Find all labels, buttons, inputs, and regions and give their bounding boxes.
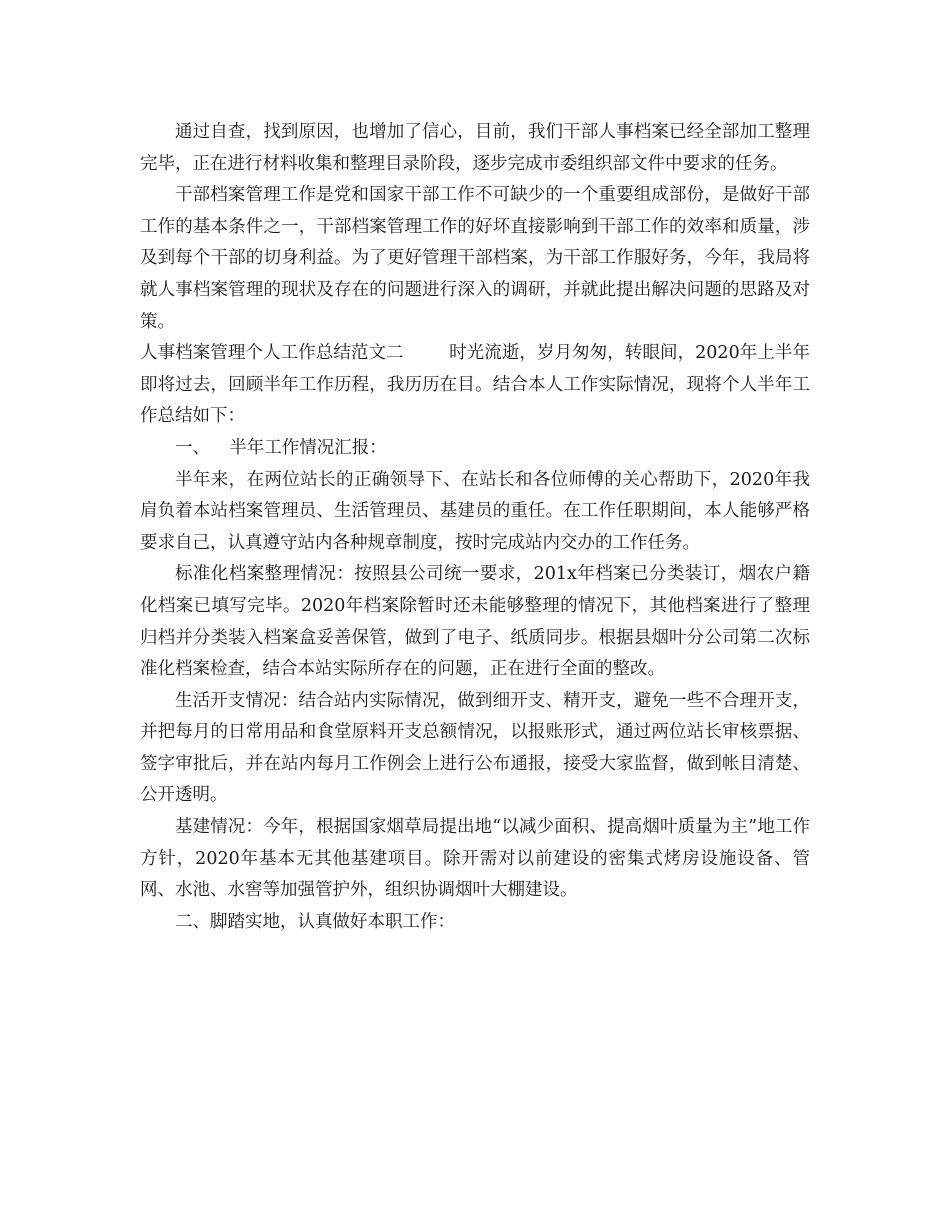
section-1-number: 一、: [175, 437, 210, 458]
paragraph-living-expenses: 生活开支情况：结合站内实际情况，做到细开支、精开支，避免一些不合理开支，并把每月的日常用品和食堂原料开支总额情况，以报账形式，通过两位站长审核票据、签字审批后，并在站内每月工作例会上进行公布通报，接受大家监督，做到帐目清楚、公开透明。: [140, 690, 810, 806]
paragraph-self-check: 通过自查，找到原因，也增加了信心，目前，我们干部人事档案已经全部加工整理完毕，正在进行材料收集和整理目录阶段，逐步完成市委组织部文件中要求的任务。: [140, 122, 810, 174]
inline-intro-text: 时光流逝，岁月匆匆，转眼间，2020年上半年即将过去，回顾半年工作历程，我历历在目。结合本人工作实际情况，现将个人半年工作总结如下：: [140, 343, 810, 427]
paragraph-half-year: 半年来，在两位站长的正确领导下、在站长和各位师傅的关心帮助下，2020年我肩负着本站档案管理员、生活管理员、基建员的重任。在工作任职期间，本人能够严格要求自己，认真遵守站内各种规章制度，按时完成站内交办的工作任务。: [140, 469, 810, 553]
inline-document-title: 人事档案管理个人工作总结范文二: [140, 343, 404, 364]
paragraph-archive-standard: 标准化档案整理情况：按照县公司统一要求，201x年档案已分类装订，烟农户籍化档案已填写完毕。2020年档案除暂时还未能够整理的情况下，其他档案进行了整理归档并分类装入档案盒妥善保管，做到了电子、纸质同步。根据县烟叶分公司第二次标准化档案检查，结合本站实际所存在的问题，正在进行全面的整改。: [140, 564, 810, 680]
document-body: [140, 117, 810, 938]
paragraph-infrastructure: 基建情况：今年，根据国家烟草局提出地“以减少面积、提高烟叶质量为主”地工作方针，2020年基本无其他基建项目。除开需对以前建设的密集式烤房设施设备、管网、水池、水窖等加强管护外，组织协调烟叶大棚建设。: [140, 817, 810, 901]
paragraph-archive-importance: 干部档案管理工作是党和国家干部工作不可缺少的一个重要组成部份，是做好干部工作的基本条件之一，干部档案管理工作的好坏直接影响到干部工作的效率和质量，涉及到每个干部的切身利益。为了更好管理干部档案，为干部工作服好务，今年，我局将就人事档案管理的现状及存在的问题进行深入的调研，并就此提出解决问题的思路及对策。: [140, 185, 810, 332]
section-heading-1: [140, 433, 810, 465]
paragraph-summary-intro: [140, 338, 810, 433]
section-1-title: 半年工作情况汇报：: [229, 437, 387, 458]
section-heading-2: 二、脚踏实地，认真做好本职工作：: [175, 911, 455, 932]
